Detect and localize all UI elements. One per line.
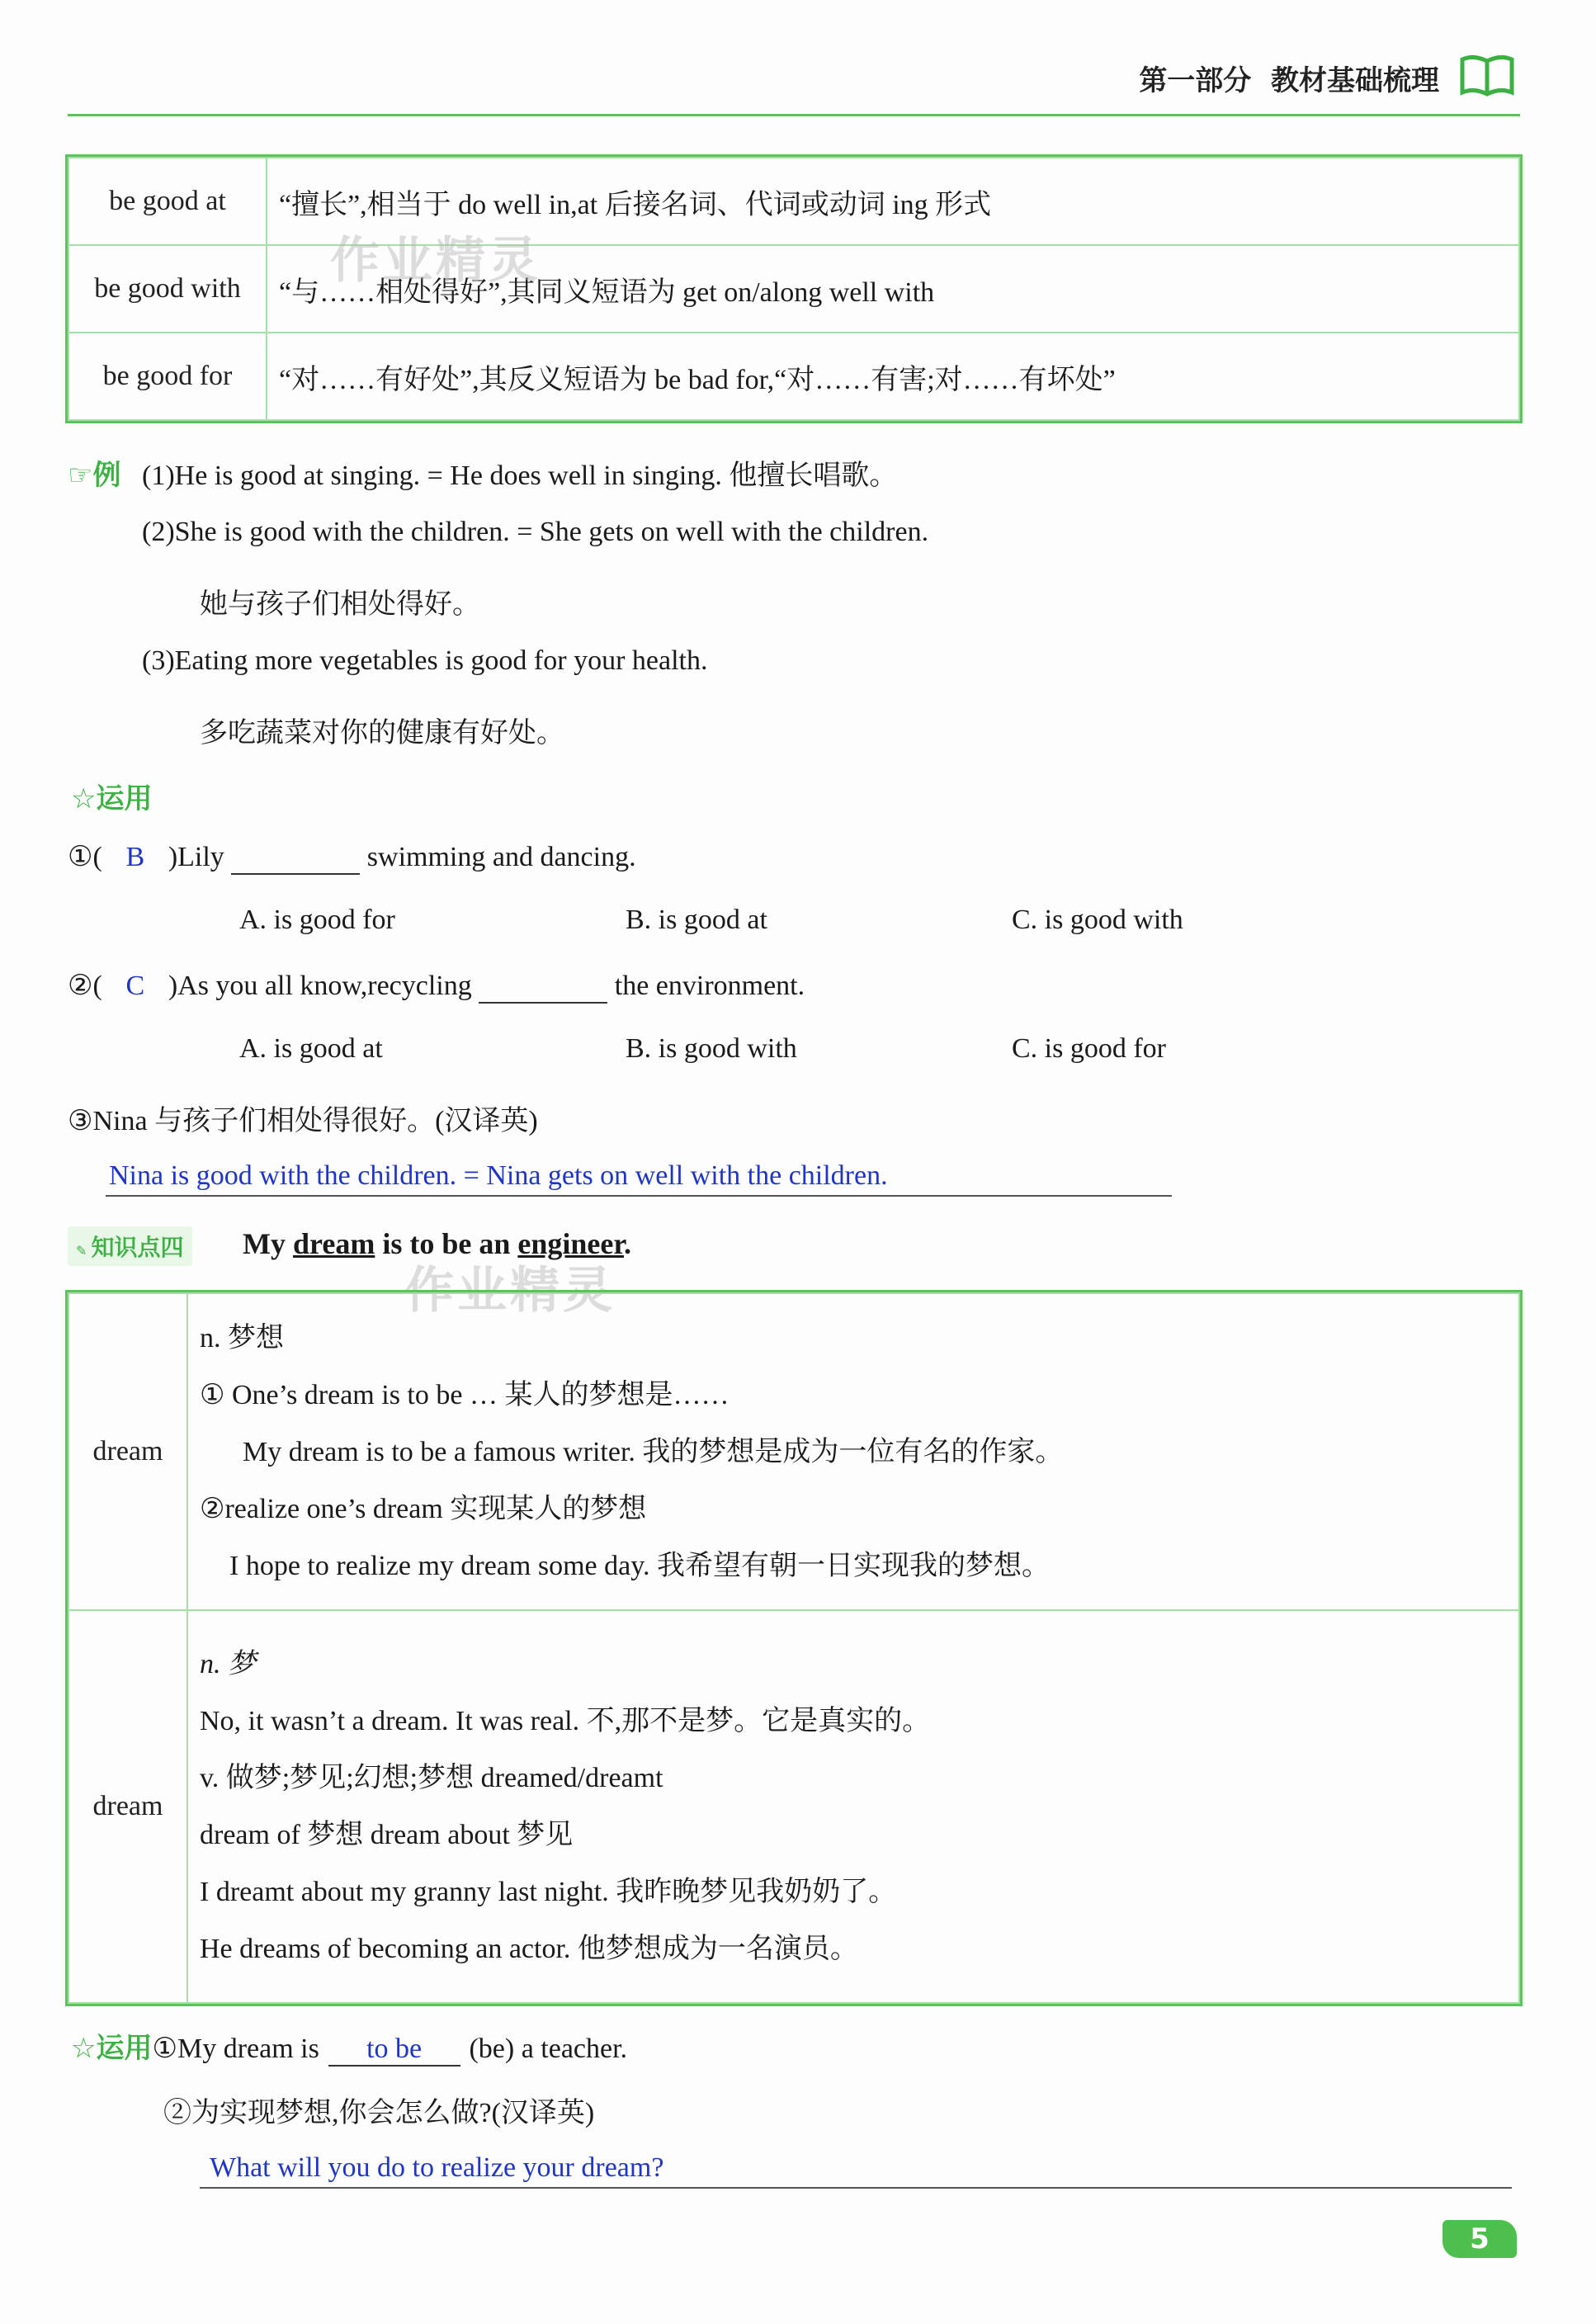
question-number: ①( <box>68 842 102 872</box>
table-row <box>68 333 1519 420</box>
question-stem: ①My dream is <box>152 2034 319 2064</box>
table-row <box>68 245 1519 333</box>
practice-2 <box>71 2025 627 2067</box>
header-divider <box>68 114 1520 116</box>
question-stem: )As you all know,recycling <box>168 971 472 1001</box>
definition-cell: “擅长”,相当于 do well in,at 后接名词、代词或动词 ing 形式 <box>267 158 1519 245</box>
definition-line: I dreamt about my granny last night. 我昨晚梦见我奶奶了。 <box>200 1877 897 1907</box>
key-sentence-part: My <box>243 1227 293 1260</box>
answer-line <box>106 1155 1172 1197</box>
practice-label: ☆运用 <box>71 782 153 815</box>
question-number: ②( <box>68 971 102 1001</box>
definition-cell: “对……有好处”,其反义短语为 be bad for,“对……有害;对……有坏处” <box>267 333 1519 420</box>
question-3: ③Nina 与孩子们相处得很好。(汉译英) <box>68 1106 538 1136</box>
definition-cell <box>187 1610 1519 2003</box>
practice-label: ☆运用 <box>71 2032 153 2065</box>
book-icon <box>1457 53 1517 99</box>
definition-line: I hope to realize my dream some day. 我希望有朝一日实现我的梦想。 <box>229 1550 1050 1581</box>
term-cell: be good at <box>68 158 267 245</box>
definition-line: ②realize one’s dream 实现某人的梦想 <box>200 1493 647 1524</box>
answer-choice: B <box>125 842 145 872</box>
vocab-table <box>68 1292 1520 2004</box>
answer-text: Nina is good with the children. = Nina gets on well with the children. <box>109 1160 888 1191</box>
answer-text: to be <box>328 2034 460 2067</box>
term-cell: dream <box>68 1610 187 2003</box>
question-stem: )Lily <box>168 842 224 872</box>
question-prompt: ②为实现梦想,你会怎么做?(汉译英) <box>163 2098 595 2128</box>
answer-text: What will you do to realize your dream? <box>210 2152 664 2183</box>
key-sentence-part: . <box>624 1227 631 1260</box>
definition-line: He dreams of becoming an actor. 他梦想成为一名演员。 <box>200 1934 858 1964</box>
term-cell: be good with <box>68 245 267 333</box>
header-section: 第一部分 <box>1139 64 1252 97</box>
pointing-hand-icon: ☞ <box>68 459 93 492</box>
question-stem: the environment. <box>614 971 805 1001</box>
definition-line: dream of 梦想 dream about 梦见 <box>200 1820 574 1850</box>
answer-choice: C <box>125 971 145 1001</box>
blank-line <box>231 842 360 875</box>
question-stem: swimming and dancing. <box>366 842 636 872</box>
definition-cell: “与……相处得好”,其同义短语为 get on/along well with <box>267 245 1519 333</box>
key-word: engineer <box>517 1227 624 1260</box>
definition-line: ① One’s dream is to be … 某人的梦想是…… <box>200 1379 730 1410</box>
option: A. is good at <box>239 1033 383 1064</box>
definition-line: My dream is to be a famous writer. 我的梦想是成为一位有名的作家。 <box>243 1436 1064 1467</box>
header-subtitle: 教材基础梳理 <box>1271 64 1439 97</box>
question-1 <box>68 840 636 875</box>
option: C. is good with <box>1012 905 1183 935</box>
blank-line <box>479 971 607 1004</box>
example-line: (3)Eating more vegetables is good for your health. <box>142 645 708 676</box>
example-label-text: 例 <box>92 459 121 492</box>
knowledge-point-badge <box>68 1226 192 1266</box>
question-stem: (be) a teacher. <box>469 2034 628 2064</box>
answer-line <box>200 2149 1512 2189</box>
option: A. is good for <box>239 905 395 935</box>
pencil-icon: ✎ <box>76 1243 87 1259</box>
key-sentence-part: is to be an <box>375 1227 518 1260</box>
option: C. is good for <box>1012 1033 1166 1064</box>
key-word: dream <box>292 1227 375 1260</box>
option: B. is good with <box>626 1033 797 1064</box>
example-line: (1)He is good at singing. = He does well in singing. 他擅长唱歌。 <box>142 461 898 491</box>
option: B. is good at <box>626 905 767 935</box>
definition-line: n. 梦 <box>200 1649 256 1679</box>
page-number: 5 <box>1443 2220 1517 2258</box>
phrase-table <box>68 157 1520 421</box>
example-line: 她与孩子们相处得好。 <box>200 589 480 620</box>
badge-label: 知识点四 <box>91 1234 184 1261</box>
table-row <box>68 1293 1519 1610</box>
example-label <box>68 452 120 493</box>
definition-line: v. 做梦;梦见;幻想;梦想 dreamed/dreamt <box>200 1763 663 1793</box>
question-2 <box>68 969 805 1004</box>
table-row <box>68 158 1519 245</box>
definition-line: n. 梦想 <box>200 1322 284 1353</box>
term-cell: be good for <box>68 333 267 420</box>
watermark: 作业精灵 <box>404 1262 616 1320</box>
definition-line: No, it wasn’t a dream. It was real. 不,那不是梦。它是真实的。 <box>200 1706 931 1736</box>
term-cell: dream <box>68 1293 187 1610</box>
example-line: 多吃蔬菜对你的健康有好处。 <box>200 718 564 749</box>
example-line: (2)She is good with the children. = She gets on well with the children. <box>142 517 929 547</box>
table-row <box>68 1610 1519 2003</box>
definition-cell <box>187 1293 1519 1610</box>
header-title <box>1139 58 1439 98</box>
watermark: 作业精灵 <box>330 232 541 290</box>
